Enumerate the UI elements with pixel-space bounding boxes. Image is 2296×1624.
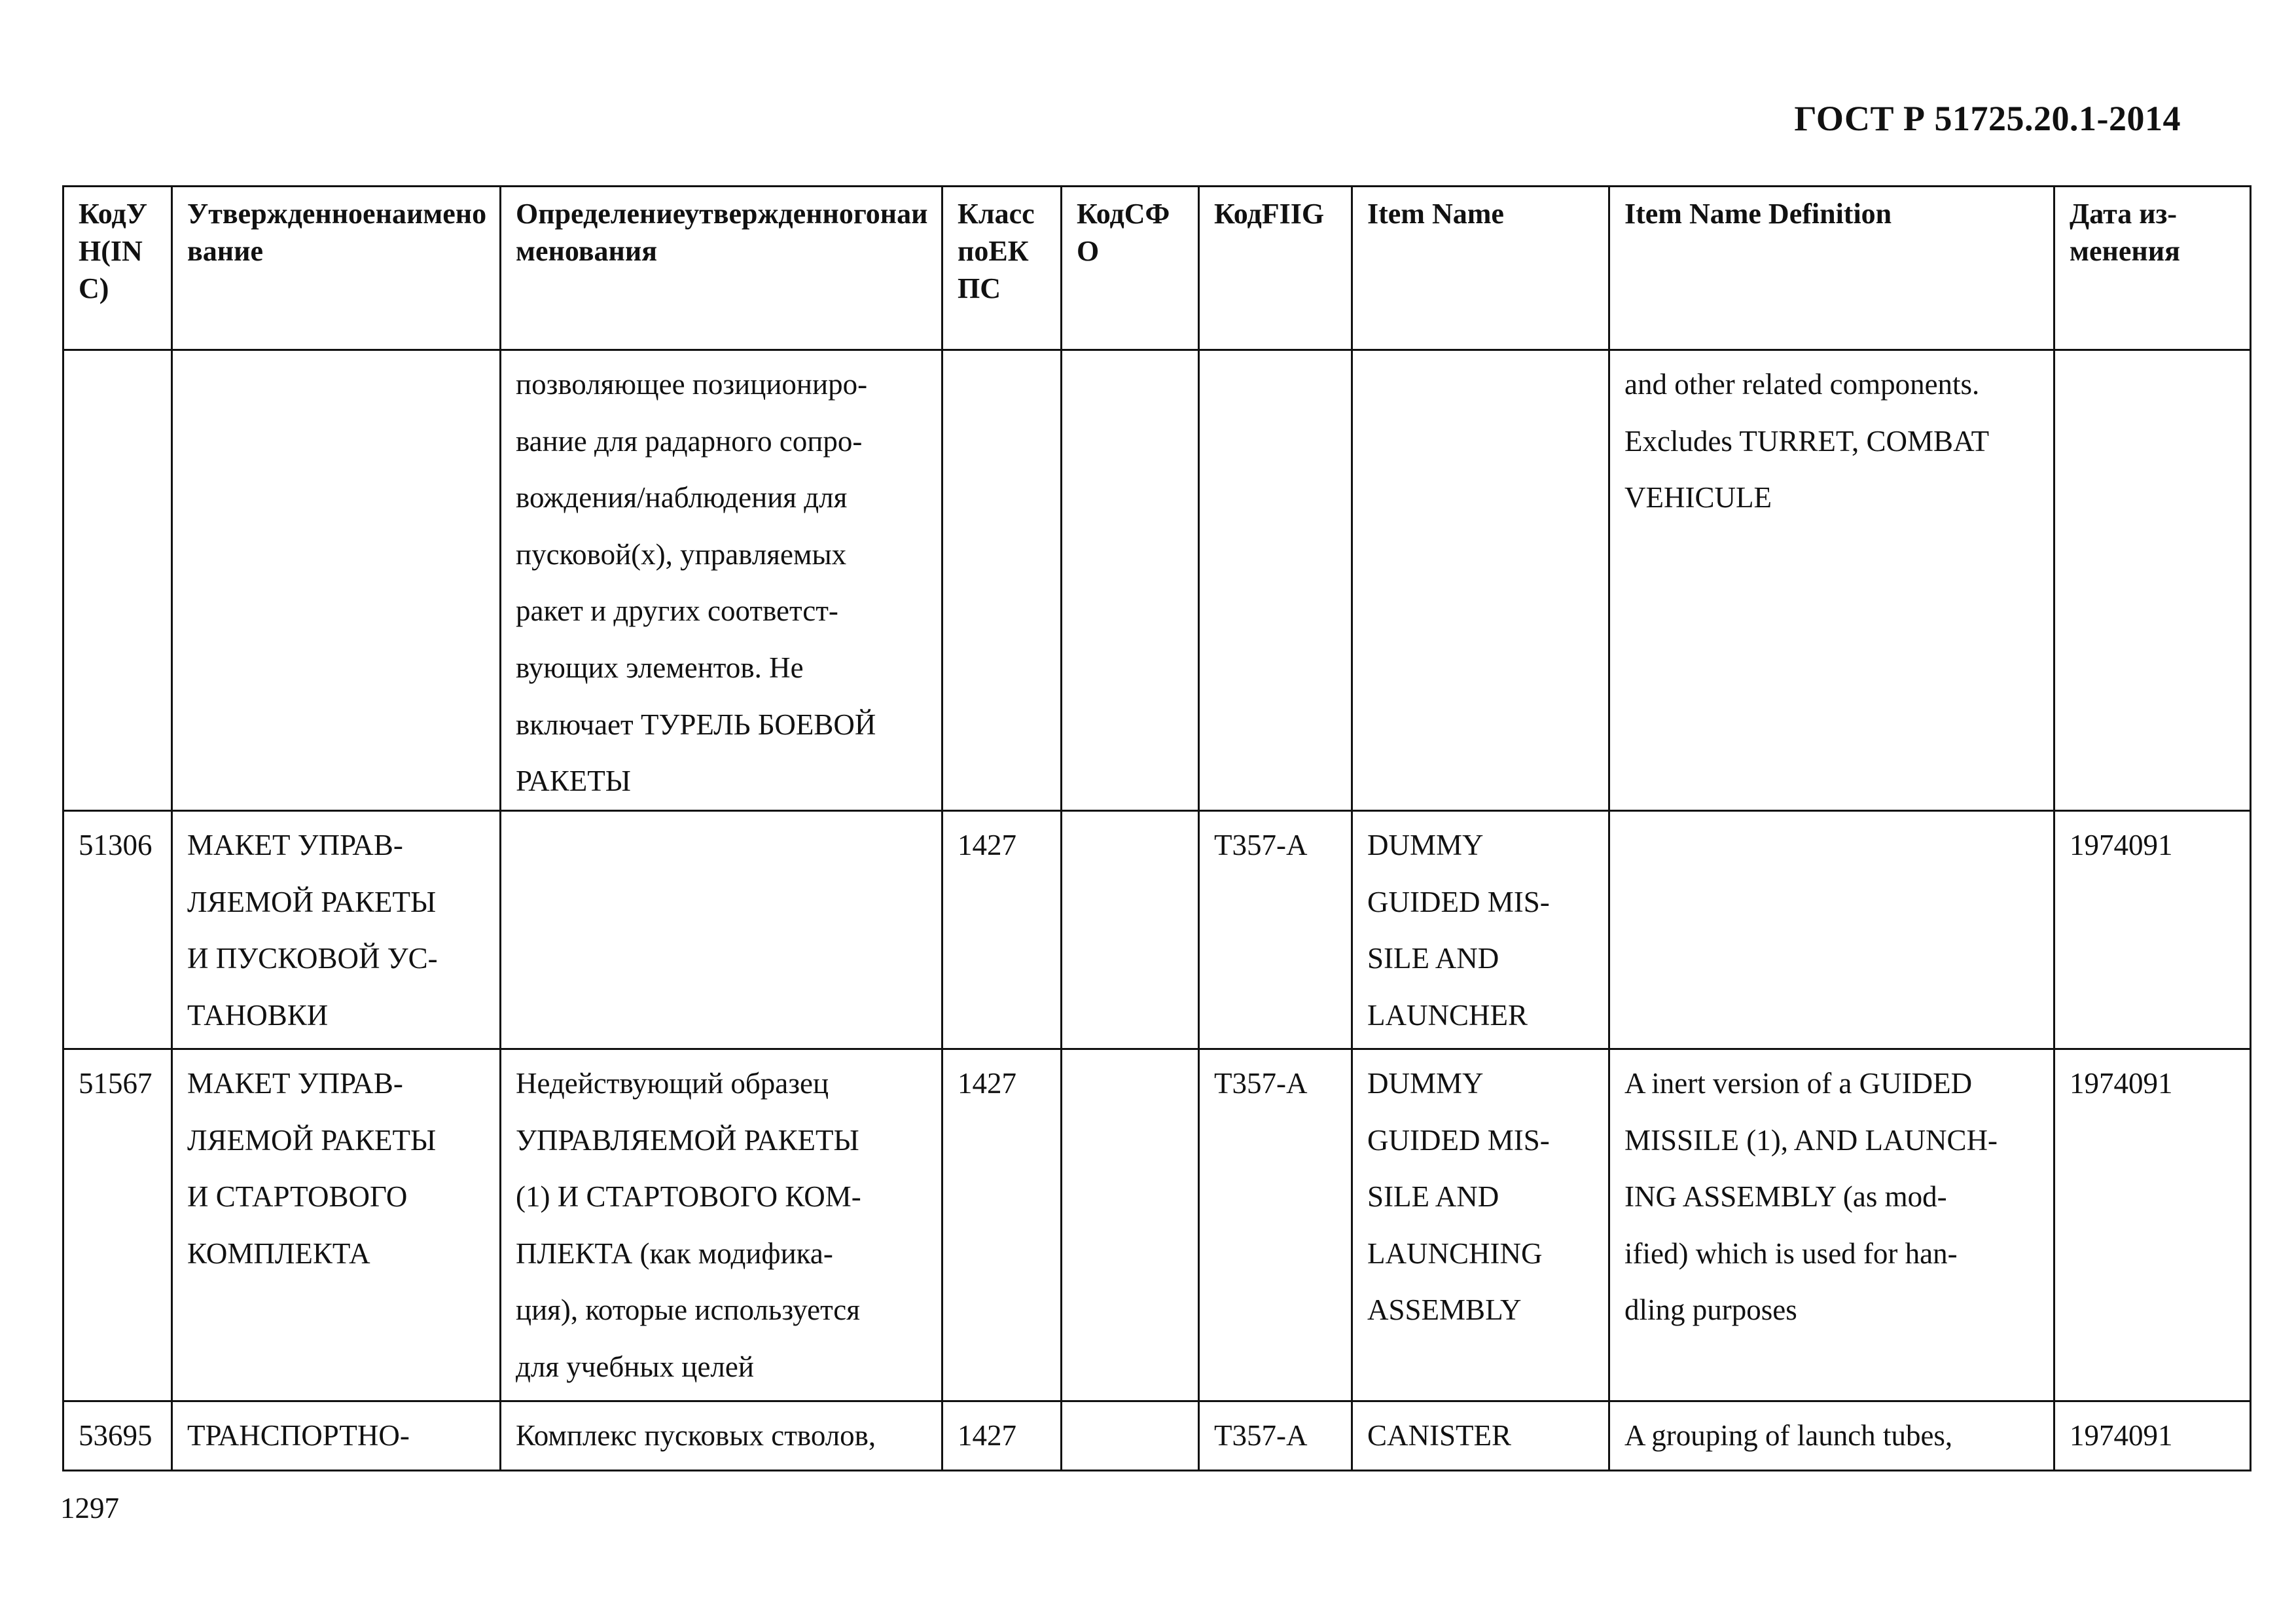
header-class [942,187,1062,350]
text-line: МАКЕТ УПРАВ- [187,829,403,861]
text-line: И ПУСКОВОЙ УС- [187,942,438,975]
text-line: FIIG [1261,198,1325,230]
text-line: КОМПЛЕКТА [187,1236,370,1270]
text-line: DUMMY [1367,829,1484,861]
text-line: ified) which is used for han- [1624,1236,1958,1270]
text-line: Excludes TURRET, COMBAT [1624,424,1990,458]
cell-fiig [1199,350,1352,811]
header-approved-name [172,187,501,350]
text-line: Item Name Definition [1624,198,1892,230]
header-item-name-definition [1609,187,2054,350]
text-line: Код [1214,198,1262,230]
cell-definition [501,1049,942,1401]
text-line: утвержденного [685,198,880,230]
header-item-name [1352,187,1609,350]
text-line: Дата из- [2070,198,2177,230]
text-line: позволяющее позициониро- [516,368,868,401]
text-line: вание для радарного сопро- [516,424,863,458]
text-line: GUIDED MIS- [1367,1123,1550,1157]
text-line: DUMMY [1367,1067,1484,1100]
cell-approved-name [172,1401,501,1471]
text-line: ракет и других соответст- [516,594,838,628]
table-row [63,1401,2251,1471]
cell-item-name-definition [1609,1049,2054,1401]
header-sfo [1062,187,1199,350]
cell-sfo [1062,811,1199,1049]
text-line: ция), которые используется [516,1293,860,1327]
header-row [63,187,2251,350]
cell-class [942,350,1062,811]
cell-class: 1427 [942,811,1062,1049]
text-line: вождения/наблюдения для [516,481,848,514]
cell-item-name [1352,1401,1609,1471]
text-line: (1) И СТАРТОВОГО КОМ- [516,1180,861,1214]
text-line: ПЛЕКТА (как модифика- [516,1236,833,1270]
text-line: включает ТУРЕЛЬ БОЕВОЙ [516,708,876,741]
table-row [63,1049,2251,1401]
cell-date: 1974091 [2054,1049,2251,1401]
text-line: по [958,235,989,267]
cell-inc: 51567 [63,1049,172,1401]
cell-date [2054,350,2251,811]
text-line: VEHICULE [1624,481,1772,514]
text-line: Определение [516,198,685,230]
header-inc [63,187,172,350]
text-line: Код [1077,198,1124,230]
cell-item-name [1352,1049,1609,1401]
text-line: наименование [187,198,487,267]
cell-approved-name [172,1049,501,1401]
cell-fiig: T357-A [1199,811,1352,1049]
text-line: Код [79,198,126,230]
cell-date: 1974091 [2054,811,2251,1049]
text-line: and other related components. [1624,368,1980,401]
text-line: СФО [1077,198,1170,267]
text-line: Класс [958,198,1035,230]
cell-inc: 51306 [63,811,172,1049]
text-line: A grouping of launch tubes, [1624,1419,1953,1452]
header-definition [501,187,942,350]
text-line: Утвержденное [187,198,376,230]
text-line: ЛЯЕМОЙ РАКЕТЫ [187,1123,437,1157]
table-row [63,811,2251,1049]
header-date [2054,187,2251,350]
text-line: ЛЯЕМОЙ РАКЕТЫ [187,885,437,918]
text-line: И СТАРТОВОГО [187,1180,408,1214]
text-line: наименования [516,198,928,267]
text-line: dling purposes [1624,1293,1797,1327]
text-line: ING ASSEMBLY (as mod- [1624,1180,1947,1214]
text-line: A inert version of a GUIDED [1624,1067,1973,1100]
cell-inc [63,350,172,811]
cell-class: 1427 [942,1401,1062,1471]
cell-definition [501,1401,942,1471]
text-line: SILE AND [1367,942,1499,975]
cell-approved-name [172,811,501,1049]
text-line: LAUNCHING [1367,1236,1543,1270]
text-line: МАКЕТ УПРАВ- [187,1067,403,1100]
text-line: УПРАВЛЯЕМОЙ РАКЕТЫ [516,1123,859,1157]
cell-item-name [1352,350,1609,811]
cell-date: 1974091 [2054,1401,2251,1471]
cell-item-name-definition [1609,1401,2054,1471]
text-line: MISSILE (1), AND LAUNCH- [1624,1123,1998,1157]
document-standard-number: ГОСТ Р 51725.20.1-2014 [1794,99,2181,138]
text-line: (INC) [79,235,143,304]
text-line: ТАНОВКИ [187,998,329,1032]
nomenclature-table [62,185,2251,1471]
text-line: менения [2070,235,2180,267]
text-line: ТРАНСПОРТНО- [187,1419,410,1452]
cell-item-name [1352,811,1609,1049]
cell-approved-name [172,350,501,811]
cell-item-name-definition [1609,811,2054,1049]
text-line: Недействующий образец [516,1067,829,1100]
cell-fiig: T357-A [1199,1401,1352,1471]
table-row-continuation [63,350,2251,811]
header-fiig [1199,187,1352,350]
text-line: Item Name [1367,198,1504,230]
page-number: 1297 [60,1492,119,1525]
cell-sfo [1062,1049,1199,1401]
cell-class: 1427 [942,1049,1062,1401]
cell-sfo [1062,1401,1199,1471]
text-line: ЕКП [958,235,1029,304]
text-line: SILE AND [1367,1180,1499,1214]
text-line: С [980,272,1001,304]
cell-definition [501,350,942,811]
cell-sfo [1062,350,1199,811]
cell-definition [501,811,942,1049]
cell-inc: 53695 [63,1401,172,1471]
cell-item-name-definition [1609,350,2054,811]
text-line: GUIDED MIS- [1367,885,1550,918]
cell-fiig: T357-A [1199,1049,1352,1401]
text-line: ASSEMBLY [1367,1293,1522,1327]
text-line: УН [79,198,147,267]
text-line: пусковой(х), управляемых [516,537,847,571]
text-line: вующих элементов. Не [516,651,804,684]
text-line: LAUNCHER [1367,998,1528,1032]
text-line: Комплекс пусковых стволов, [516,1419,876,1452]
text-line: CANISTER [1367,1419,1512,1452]
text-line: для учебных целей [516,1350,754,1383]
text-line: РАКЕТЫ [516,765,632,798]
